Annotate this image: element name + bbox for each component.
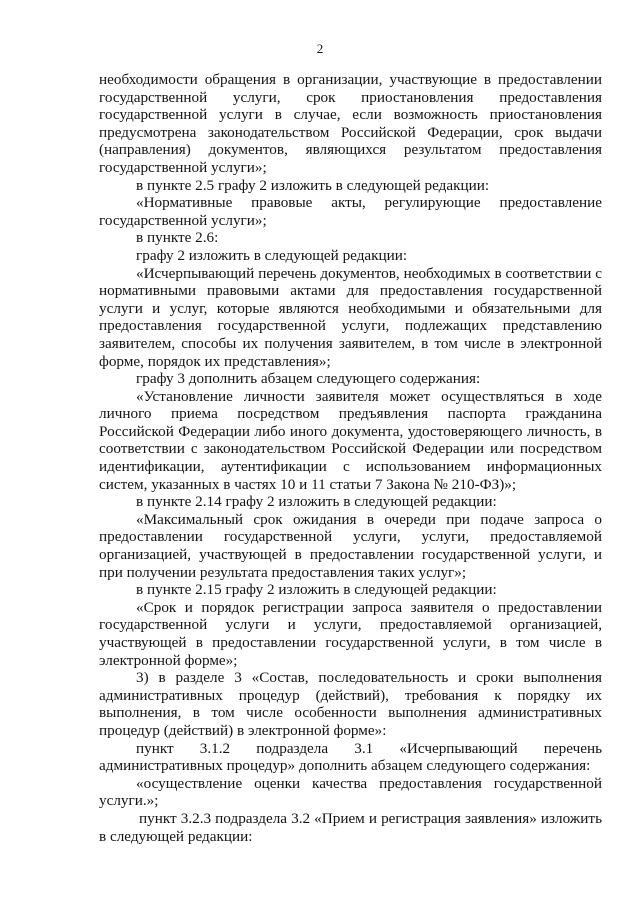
paragraph: графу 3 дополнить абзацем следующего содержания: (136, 370, 481, 388)
paragraph: «осуществление оценки качества предоставления государственной услуги.»; (99, 774, 602, 810)
paragraph: в пункте 2.15 графу 2 изложить в следующей редакции: (136, 581, 497, 599)
paragraph: «Исчерпывающий перечень документов, необходимых в соответствии с нормативными правовыми актами для предоставления государственной услуги и услуг, которые являются необходимыми и обязательными для предоставления государственной услуги, подлежащих представлению заявителем, способы их получения заявителем, в том числе в электронной форме, порядок их представления»; (99, 264, 602, 370)
paragraph: «Установление личности заявителя может осуществляться в ходе личного приема посредством предъявления паспорта гражданина Российской Федерации либо иного документа, удостоверяющего личность, в соответствии с законодательством Российской Федерации или посредством идентификации, аутентификации с использованием информационных систем, указанных в частях 10 и 11 статьи 7 Закона № 210-ФЗ)»; (99, 387, 602, 493)
paragraph: в пункте 2.14 графу 2 изложить в следующей редакции: (136, 493, 497, 511)
paragraph: пункт 3.1.2 подраздела 3.1 «Исчерпывающий перечень административных процедур» дополнить абзацем следующего содержания: (99, 739, 602, 775)
paragraph: необходимости обращения в организации, участвующие в предоставлении государственной услуги, срок приостановления предоставления государственной услуги в случае, если возможность приостановления предусмотрена законодательством Российской Федерации, срок выдачи (направления) документов, являющихся результатом предоставления государственной услуги»; (99, 71, 602, 176)
paragraph: «Нормативные правовые акты, регулирующие предоставление государственной услуги»; (99, 194, 602, 229)
document-body (99, 71, 602, 845)
page-number: 2 (316, 41, 324, 56)
paragraph: «Срок и порядок регистрации запроса заявителя о предоставлении государственной услуги и услуги, предоставляемой организацией, участвующей в предоставлении государственной услуги, в том числе в электронной форме»; (99, 598, 602, 669)
paragraph: графу 2 изложить в следующей редакции: (136, 246, 408, 264)
paragraph: «Максимальный срок ожидания в очереди при подаче запроса о предоставлении государственной услуги, услуги, предоставляемой организацией, участвующей в предоставлении государственной услуги, и при получении результата предоставления таких услуг»; (99, 510, 602, 581)
paragraph: в пункте 2.5 графу 2 изложить в следующей редакции: (136, 176, 490, 194)
paragraph: в пункте 2.6: (136, 229, 219, 247)
paragraph: пункт 3.2.3 подраздела 3.2 «Прием и регистрация заявления» изложить в следующей редакции: (99, 809, 602, 845)
paragraph: 3) в разделе 3 «Состав, последовательность и сроки выполнения административных процедур (действий), требования к порядку их выполнения, в том числе особенности выполнения административных процедур (действий) в электронной форме»: (99, 669, 602, 739)
